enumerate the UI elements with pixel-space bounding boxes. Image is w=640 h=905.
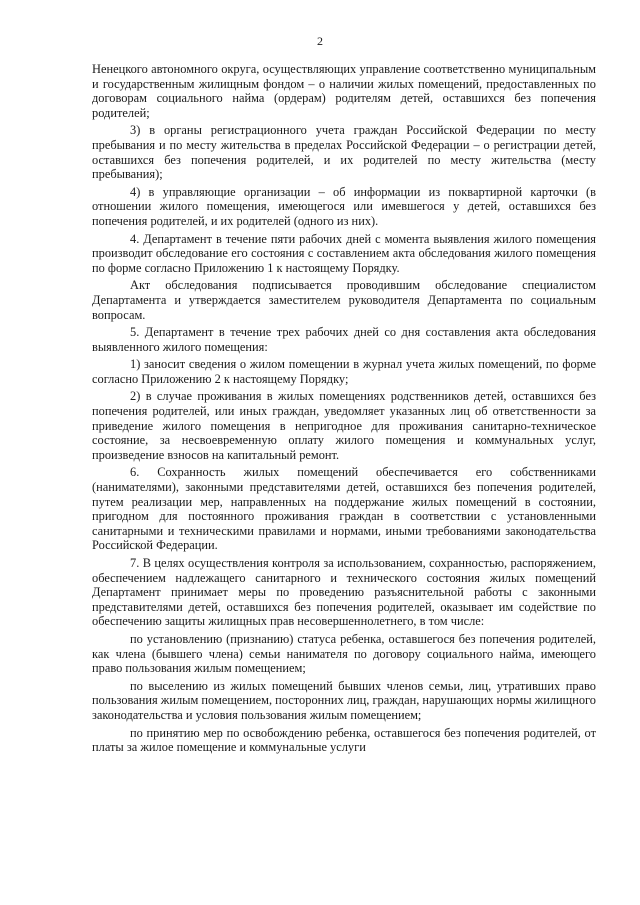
paragraph-clause-7-eviction: по выселению из жилых помещений бывших членов семьи, лиц, утративших право пользования жилым помещением, посторонних лиц, граждан, нарушающих нормы жилищного законодательства и условия пользования жилым помещением; <box>92 678 596 722</box>
document-body <box>92 62 596 758</box>
paragraph-clause-7-payment: по принятию мер по освобождению ребенка, оставшегося без попечения родителей, от платы за жилое помещение и коммунальные услуги <box>92 725 596 755</box>
paragraph-clause-5: 5. Департамент в течение трех рабочих дней со дня составления акта обследования выявленного жилого помещения: <box>92 325 596 354</box>
page-number: 2 <box>317 34 323 48</box>
paragraph-clause-7-status: по установлению (признанию) статуса ребенка, оставшегося без попечения родителей, как члена (бывшего члена) семьи нанимателя по договору социального найма, имеющего право пользования жилым помещением; <box>92 631 596 676</box>
paragraph-clause-6: 6. Сохранность жилых помещений обеспечивается его собственниками (нанимателями), законными представителями детей, оставшихся без попечения родителей, путем реализации мер, направленных на поддержание жилых помещений в состоянии, пригодном для постоянного проживания граждан в соответствии с установленными санитарными и техническими правилами и нормами, иными требованиями законодательства Российской Федерации. <box>92 465 596 553</box>
paragraph-clause-5-item-1: 1) заносит сведения о жилом помещении в журнал учета жилых помещений, по форме согласно Приложению 2 к настоящему Порядку; <box>92 357 596 386</box>
paragraph-act-signing: Акт обследования подписывается проводившим обследование специалистом Департамента и утверждается заместителем руководителя Департамента по социальным вопросам. <box>92 278 596 322</box>
paragraph-clause-5-item-2: 2) в случае проживания в жилых помещениях родственников детей, оставшихся без попечения родителей, или иных граждан, уведомляет указанных лиц об ответственности за приведение жилого помещения в непригодное для проживания санитарно-техническое состояние, за несвоевременную оплату жилого помещения и коммунальных услуг, произведение взносов на капитальный ремонт. <box>92 389 596 462</box>
paragraph-item-3: 3) в органы регистрационного учета граждан Российской Федерации по месту пребывания и по месту жительства в пределах Российской Федерации – о регистрации детей, оставшихся без попечения родителей, и их родителей по месту жительства (месту пребывания); <box>92 123 596 182</box>
paragraph-clause-4: 4. Департамент в течение пяти рабочих дней с момента выявления жилого помещения производит обследование его состояния с составлением акта обследования жилого помещения по форме согласно Приложению 1 к настоящему Порядку. <box>92 231 596 275</box>
paragraph-clause-7: 7. В целях осуществления контроля за использованием, сохранностью, распоряжением, обеспечением надлежащего санитарного и технического состояния жилых помещений Департамент принимает меры по проведению разъяснительной работы с законными представителями детей, оставшихся без попечения родителей, оказывает им содействие по обеспечению защиты жилищных прав несовершеннолетнего, в том числе: <box>92 556 596 629</box>
paragraph-continuation: Ненецкого автономного округа, осуществляющих управление соответственно муниципальным и государственным жилищным фондом – о наличии жилых помещений, предоставленных по договорам социального найма (ордерам) родителям детей, оставшихся без попечения родителей; <box>92 62 596 120</box>
paragraph-item-4: 4) в управляющие организации – об информации из поквартирной карточки (в отношении жилого помещения, имеющегося или имевшегося у детей, оставшихся без попечения родителей, и их родителей (одного из них). <box>92 184 596 228</box>
